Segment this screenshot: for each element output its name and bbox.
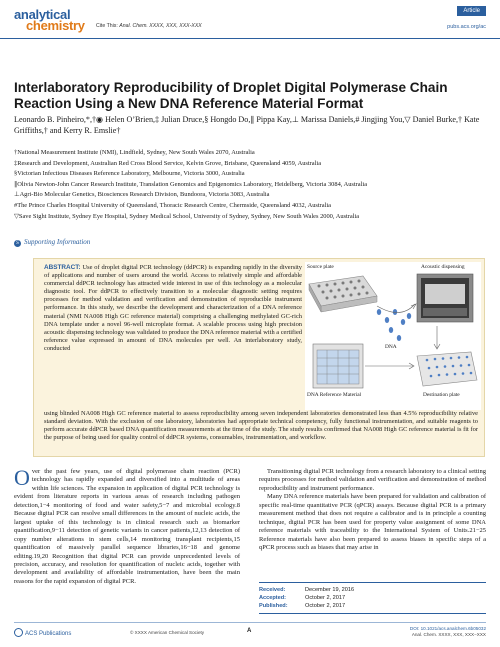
article-title: Interlaboratory Reproducibility of Droplet Digital Polymerase Chain Reaction Using a New DNA Reference Material Format (14, 80, 448, 111)
affiliation-item: ∥Olivia Newton-John Cancer Research Institute, Translation Genomics and Epigenomics Laboratory, Heidelberg, Victoria 3084, Australia (14, 180, 368, 188)
drop-cap: O (14, 465, 30, 490)
acs-publications-logo[interactable] (14, 628, 71, 637)
doi-link[interactable]: DOI: 10.1021/acs.analchem.6b05032 (409, 626, 486, 631)
footer-divider (14, 622, 486, 623)
toc-destination-label: Destination plate (423, 392, 460, 398)
affiliation-list (14, 148, 486, 222)
publication-dates (259, 582, 486, 614)
abstract-body-top: Use of droplet digital PCR technology (ddPCR) is expanding rapidly in the diversity of applications and number of users around the world. Access to relatively simple and affordable commercial ddPCR technology has attracted wide interest in use of this technology as a molecular diagnostic tool. For ddPCR to effectively transition to a molecular diagnostic setting requires processes for method validation and verification and demonstration of reproducible instrument performance. In this study, we describe the development and characterization of a DNA reference material (NMI NA008 High GC reference material) comprising a challenging methylated GC-rich DNA template under a novel 96-well microplate format. A scalable process using high precision acoustic dispensing technology was validated to produce the DNA reference material with a certified reference value expressed in amount of DNA molecules per well. An interlaboratory study, conducted (44, 264, 302, 352)
supporting-info-icon: S (14, 240, 21, 247)
acoustic-dispenser-graphic (417, 274, 473, 322)
received-label: Received: (259, 587, 286, 593)
affiliation-item: §Victorian Infectious Diseases Reference Laboratory, Melbourne, Victoria 3000, Australia (14, 170, 245, 178)
publisher-name: ACS Publications (25, 631, 72, 637)
published-date-row (259, 602, 486, 610)
header-divider (0, 38, 500, 39)
abstract-text-top (44, 264, 302, 353)
affiliation-item: ▽Save Sight Institute, Sydney Eye Hospital, Sydney Medical School, University of Sydney, Sydney, New South Wales 2000, Australia (14, 212, 360, 220)
author-list: Leonardo B. Pinheiro,*,†◉ Helen O’Brien,‡ Julian Druce,§ Hongdo Do,∥ Pippa Kay,⊥ Marissa Daniels,# Jingjing You,▽ Daniel Burke,† Kate Griffiths,† and Kerry R. Emslie† (14, 115, 480, 135)
affiliation-item: ⊥Agri-Bio Molecular Genetics, Biosciences Research Division, Bundoora, Victoria 3083, Australia (14, 191, 270, 199)
intro-paragraph: ver the past few years, use of digital polymerase chain reaction (PCR) technology has rapidly expanded and diversified into a multitude of areas within life sciences. The expansion in application of digital PCR technology is evident from literature reports in various areas of research including pathogen detection,1−4 monitoring of food and water safety,5−7 and microbial ecology.8 Because digital PCR can resolve small differences in the amount of nucleic acids, the largest uptake of this technology is in clinical research such as biomarker quantification,9−11 detection of genetic variants in cancer patients,12,13 detection of copy number alterations in stem cells,14 monitoring transplant recipients,15 quantification of massively parallel sequence libraries,16−18 and genome editing.19,20 Recognition that digital PCR can provide unprecedented levels of precision, accuracy, and resolution for quantification of nucleic acids, together with development and availability of affordable instrumentation, have been the main reasons for the rapid expansion of digital PCR. (14, 468, 240, 585)
cite-reference: Anal. Chem. XXXX, XXX, XXX-XXX (119, 23, 202, 29)
reference-material-graphic (313, 344, 363, 388)
accepted-date: October 2, 2017 (305, 595, 346, 601)
cite-prefix: Cite This: (96, 23, 118, 29)
accepted-label: Accepted: (259, 595, 287, 601)
article-type-badge: Article (457, 6, 486, 16)
published-date: October 2, 2017 (305, 603, 346, 609)
dna-droplets-graphic (377, 309, 411, 341)
toc-dna-label: DNA (385, 344, 397, 350)
toc-reference-label: DNA Reference Material (307, 392, 362, 398)
destination-plate-graphic (417, 352, 477, 386)
cite-this[interactable] (96, 23, 202, 29)
toc-source-plate-label: Source plate (307, 264, 334, 270)
accepted-date-row (259, 594, 486, 602)
journal-url-link[interactable]: pubs.acs.org/ac (447, 24, 486, 30)
doi-block (410, 626, 486, 638)
affiliation-item: ‡Research and Development, Australian Red Cross Blood Service, Kelvin Grove, Brisbane, Queensland 4059, Australia (14, 159, 322, 167)
page-number: A (247, 628, 252, 634)
toc-graphic-svg (305, 262, 481, 410)
toc-graphic (305, 262, 481, 410)
body-paragraph: Many DNA reference materials have been prepared for validation and calibration of specific real-time quantitative PCR (qPCR) assays. Because digital PCR is a primary measurement method that does not require a calibrator and is in principle a counting technique, digital PCR has been used for property value assignment of some DNA reference materials with traceability to the International System of Units.21−25 Reference materials have also been prepared to assess biases in specific steps of a qPCR process such as biases that may arise in (259, 493, 486, 552)
affiliation-item: †National Measurement Institute (NMI), Lindfield, Sydney, New South Wales 2070, Australia (14, 149, 255, 156)
journal-name-line1: analytical (14, 7, 71, 22)
source-plate-graphic (309, 276, 377, 312)
body-paragraph: Transitioning digital PCR technology from a research laboratory to a clinical setting requires processes for method validation and verification and demonstration of method reproducibility and instrument performance. (259, 468, 486, 492)
abstract-text-bottom: using blinded NA008 High GC reference material to assess reproducibility among seven independent laboratories demonstrated less than 4.5% reproducibility relative standard deviation. With the exclusion of one laboratory, laboratories had appropriate technical competency, fully functional instrumentation, and suitable reagents to perform accurate ddPCR based DNA quantification measurements at the time of the study. The study results confirmed that NA008 High GC reference material is fit for the purpose of being used for quality control of ddPCR systems, consumables, instrumentation, and workflow. (44, 410, 478, 442)
journal-logo[interactable] (14, 9, 85, 31)
toc-acoustic-label: Acoustic dispensing (421, 264, 465, 270)
published-label: Published: (259, 603, 288, 609)
body-column-left (14, 465, 240, 586)
received-date-row (259, 586, 486, 594)
supporting-info-label: Supporting Information (24, 238, 91, 246)
received-date: December 19, 2016 (305, 587, 355, 593)
journal-name-line2: chemistry (26, 18, 85, 33)
abstract-label: ABSTRACT: (44, 264, 81, 271)
supporting-info-link[interactable] (14, 238, 90, 247)
body-column-right (259, 468, 486, 553)
acs-logo-icon (14, 628, 23, 637)
copyright-notice: © XXXX American Chemical Society (130, 630, 205, 635)
affiliation-item: #The Prince Charles Hospital University of Queensland, Thoracic Research Centre, Chermside, Queensland 4032, Australia (14, 201, 332, 209)
footer-citation: Anal. Chem. XXXX, XXX, XXX−XXX (411, 632, 486, 637)
